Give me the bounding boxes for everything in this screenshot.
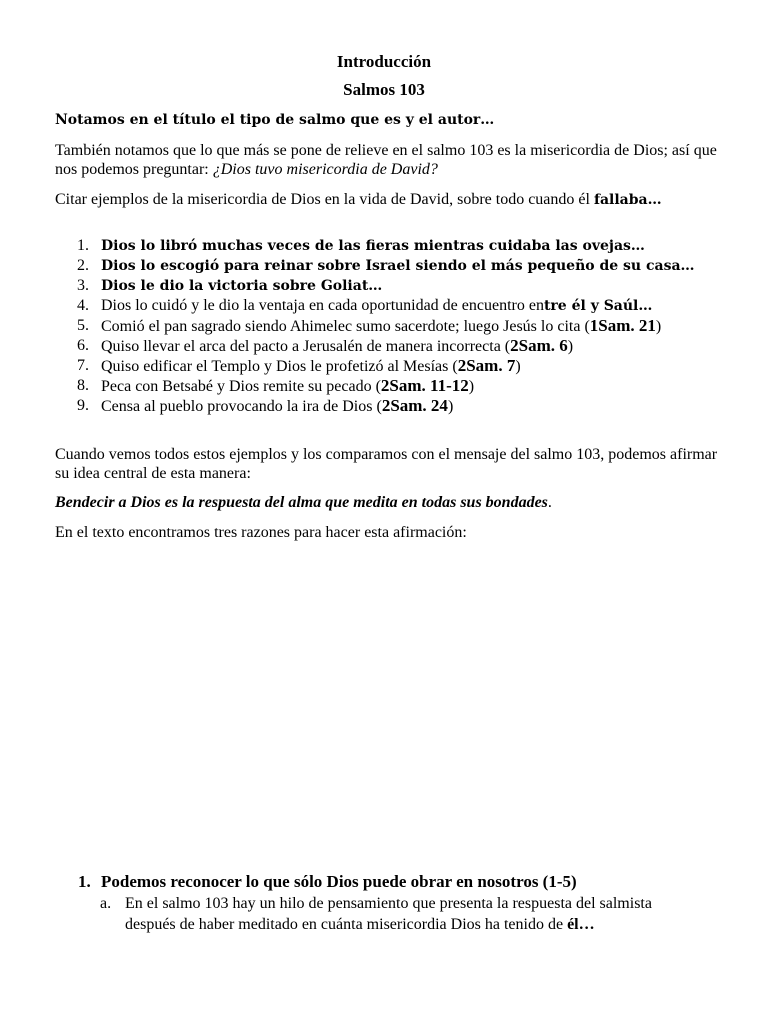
example-text: Peca con Betsabé y Dios remite su pecado ( — [101, 378, 381, 395]
section-1-number: 1. — [78, 872, 91, 891]
example-text: Dios le dio la victoria sobre Goliat… — [101, 278, 383, 294]
intro-paragraph-3-text: Citar ejemplos de la misericordia de Dios en la vida de David, sobre todo cuando él — [55, 191, 594, 208]
example-text: Dios lo escogió para reinar sobre Israel siendo el más pequeño de su casa… — [101, 258, 695, 274]
example-text: 1Sam. 21 — [589, 316, 656, 335]
section-1-subitem-a — [100, 893, 700, 935]
example-number: 2. — [77, 257, 89, 274]
intro-paragraph-3 — [55, 190, 725, 210]
subitem-text-main: En el salmo 103 hay un hilo de pensamiento que presenta la respuesta del salmista después de haber meditado en cuánta misericordia Dios ha tenido de — [125, 895, 652, 933]
example-item — [55, 296, 725, 316]
example-text: ) — [468, 378, 475, 395]
example-item — [55, 236, 725, 256]
section-1-title: Podemos reconocer lo que sólo Dios puede obrar en nosotros (1-5) — [101, 872, 577, 891]
page-subtitle: Salmos 103 — [343, 80, 425, 99]
subitem-text-end: él… — [567, 916, 595, 933]
examples-list — [55, 236, 725, 416]
example-text: Censa al pueblo provocando la ira de Dios ( — [101, 398, 382, 415]
example-number: 3. — [77, 277, 89, 294]
example-text: 2Sam. 7 — [457, 356, 516, 375]
example-text: Quiso llevar el arca del pacto a Jerusalén de manera incorrecta ( — [101, 338, 511, 355]
example-text: Quiso edificar el Templo y Dios le profetizó al Mesías ( — [101, 358, 458, 375]
conclusion-paragraph: Cuando vemos todos estos ejemplos y los comparamos con el mensaje del salmo 103, podemos afirmar su idea central de esta manera: — [55, 446, 718, 482]
intro-question: ¿Dios tuvo misericordia de David? — [212, 161, 438, 178]
example-number: 7. — [77, 357, 89, 374]
example-item — [55, 376, 725, 396]
example-text: ) — [655, 318, 662, 335]
intro-paragraph-1: Notamos en el título el tipo de salmo que es y el autor… — [55, 112, 495, 128]
example-text: ) — [447, 398, 454, 415]
example-text: Dios lo cuidó y le dio la ventaja en cada oportunidad de encuentro en — [101, 297, 544, 314]
example-text: Dios lo libró muchas veces de las fieras mientras cuidaba las ovejas… — [101, 238, 645, 254]
example-number: 8. — [77, 377, 89, 394]
central-idea-period: . — [547, 494, 552, 511]
example-item — [55, 316, 725, 336]
intro-paragraph-2-text: También notamos que lo que más se pone de relieve en el salmo 103 es la misericordia de Dios; así que nos podemos preguntar: — [55, 142, 717, 178]
example-number: 4. — [77, 297, 89, 314]
example-item — [55, 276, 725, 296]
central-idea-text: Bendecir a Dios es la respuesta del alma que medita en todas sus bondades — [55, 494, 548, 511]
example-number: 5. — [77, 317, 89, 334]
intro-paragraph-3-bold: fallaba… — [593, 192, 662, 208]
page-title: Introducción — [336, 52, 432, 71]
example-text: tre él y Saúl… — [543, 298, 653, 314]
example-text: Comió el pan sagrado siendo Ahimelec sumo sacerdote; luego Jesús lo cita ( — [101, 318, 590, 335]
example-number: 6. — [77, 337, 89, 354]
example-text: ) — [567, 338, 574, 355]
example-text: ) — [515, 358, 521, 375]
example-text: 2Sam. 6 — [510, 336, 568, 355]
subitem-letter: a. — [100, 895, 112, 912]
example-item — [55, 356, 725, 376]
subitem-text — [100, 893, 700, 935]
reasons-intro: En el texto encontramos tres razones para hacer esta afirmación: — [55, 524, 467, 541]
example-number: 9. — [77, 397, 89, 414]
example-item — [55, 256, 725, 276]
example-text: 2Sam. 11-12 — [380, 376, 469, 395]
example-item — [55, 336, 725, 356]
example-item — [55, 396, 725, 416]
intro-paragraph-2 — [55, 141, 725, 179]
central-idea — [55, 493, 725, 512]
example-text: 2Sam. 24 — [381, 396, 448, 415]
example-number: 1. — [77, 237, 89, 254]
